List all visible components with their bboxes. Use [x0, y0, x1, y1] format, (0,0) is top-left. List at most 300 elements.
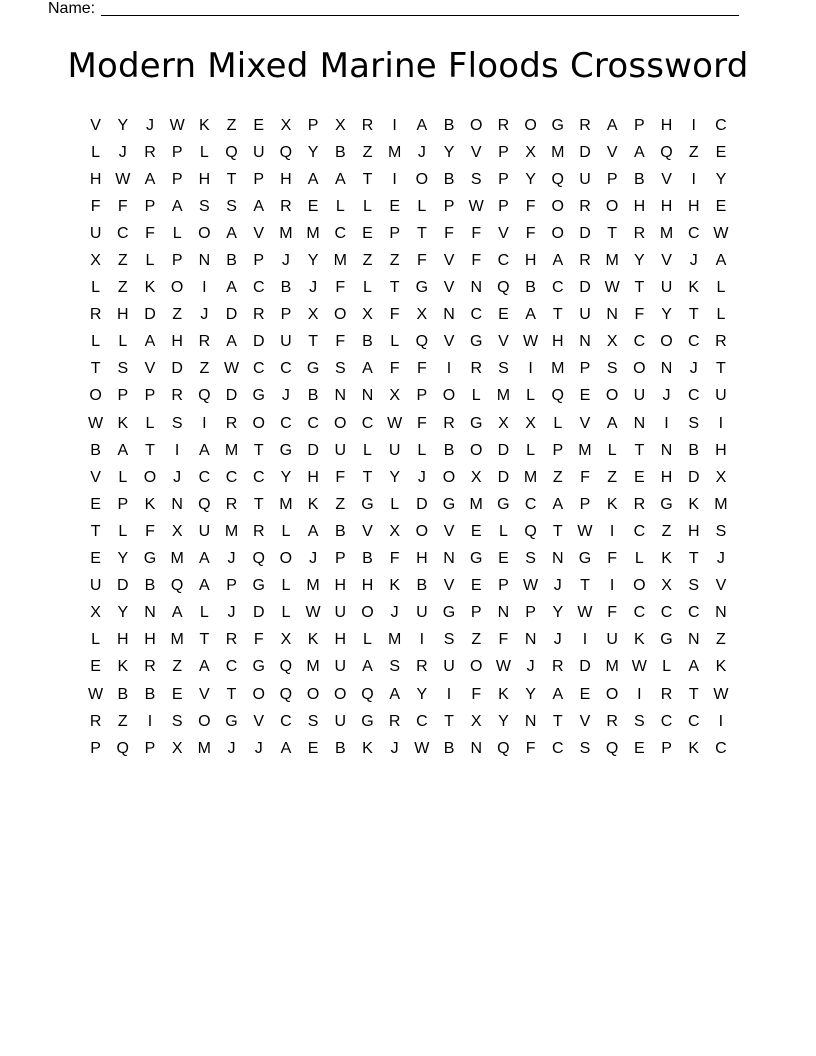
- grid-letter[interactable]: E: [634, 468, 645, 486]
- grid-letter[interactable]: G: [306, 360, 320, 378]
- grid-letter[interactable]: N: [361, 387, 374, 405]
- grid-letter[interactable]: G: [578, 550, 592, 568]
- grid-letter[interactable]: J: [227, 604, 236, 622]
- grid-letter[interactable]: X: [470, 468, 482, 486]
- grid-letter[interactable]: P: [470, 604, 482, 622]
- grid-letter[interactable]: L: [716, 279, 726, 297]
- grid-letter[interactable]: N: [443, 306, 455, 324]
- grid-letter[interactable]: T: [688, 550, 699, 568]
- grid-letter[interactable]: F: [525, 739, 536, 757]
- grid-letter[interactable]: Y: [552, 604, 564, 622]
- grid-letter[interactable]: G: [469, 550, 483, 568]
- grid-letter[interactable]: O: [170, 279, 184, 297]
- grid-letter[interactable]: R: [552, 658, 564, 676]
- grid-letter[interactable]: E: [715, 143, 727, 161]
- grid-letter[interactable]: U: [660, 279, 673, 297]
- grid-letter[interactable]: P: [498, 577, 509, 595]
- grid-letter[interactable]: U: [579, 306, 591, 324]
- grid-letter[interactable]: D: [252, 333, 265, 351]
- grid-letter[interactable]: O: [633, 577, 646, 595]
- grid-letter[interactable]: J: [227, 739, 236, 757]
- grid-letter[interactable]: G: [361, 495, 374, 513]
- grid-letter[interactable]: L: [526, 441, 536, 459]
- grid-letter[interactable]: Q: [497, 279, 510, 297]
- grid-letter[interactable]: Y: [117, 604, 129, 622]
- grid-letter[interactable]: D: [144, 306, 156, 324]
- grid-letter[interactable]: P: [307, 116, 319, 134]
- grid-letter[interactable]: V: [90, 468, 101, 486]
- grid-letter[interactable]: W: [713, 224, 729, 242]
- grid-letter[interactable]: R: [443, 414, 455, 432]
- grid-letter[interactable]: K: [688, 279, 700, 297]
- grid-letter[interactable]: H: [687, 522, 700, 540]
- grid-letter[interactable]: O: [143, 468, 157, 486]
- grid-letter[interactable]: I: [637, 685, 642, 703]
- grid-letter[interactable]: I: [446, 685, 452, 703]
- grid-letter[interactable]: K: [307, 495, 319, 513]
- grid-letter[interactable]: R: [361, 116, 374, 134]
- grid-letter[interactable]: M: [306, 658, 320, 676]
- grid-letter[interactable]: I: [528, 360, 533, 378]
- grid-letter[interactable]: P: [552, 441, 564, 459]
- grid-letter[interactable]: L: [118, 333, 128, 351]
- grid-letter[interactable]: I: [691, 170, 696, 188]
- grid-letter[interactable]: A: [199, 577, 210, 595]
- grid-letter[interactable]: W: [115, 170, 131, 188]
- grid-letter[interactable]: W: [223, 360, 240, 378]
- grid-letter[interactable]: V: [443, 279, 455, 297]
- grid-letter[interactable]: P: [117, 387, 129, 405]
- grid-letter[interactable]: Q: [415, 333, 429, 351]
- grid-letter[interactable]: C: [361, 414, 374, 432]
- grid-letter[interactable]: R: [225, 495, 238, 513]
- grid-letter[interactable]: F: [416, 252, 427, 270]
- grid-letter[interactable]: Y: [416, 685, 428, 703]
- grid-letter[interactable]: F: [607, 550, 618, 568]
- grid-letter[interactable]: Z: [688, 143, 699, 161]
- grid-letter[interactable]: A: [307, 170, 319, 188]
- grid-letter[interactable]: Z: [716, 631, 726, 649]
- grid-letter[interactable]: A: [144, 333, 156, 351]
- grid-letter[interactable]: T: [362, 468, 373, 486]
- grid-letter[interactable]: O: [605, 387, 619, 405]
- grid-letter[interactable]: O: [524, 116, 537, 134]
- grid-letter[interactable]: B: [226, 252, 237, 270]
- grid-letter[interactable]: D: [687, 468, 700, 486]
- grid-letter[interactable]: T: [688, 685, 699, 703]
- grid-letter[interactable]: C: [307, 414, 319, 432]
- grid-letter[interactable]: H: [117, 306, 129, 324]
- grid-letter[interactable]: L: [363, 279, 372, 297]
- grid-letter[interactable]: G: [143, 550, 157, 568]
- grid-letter[interactable]: F: [389, 360, 400, 378]
- grid-letter[interactable]: K: [144, 495, 156, 513]
- grid-letter[interactable]: N: [171, 495, 183, 513]
- grid-letter[interactable]: Q: [497, 739, 510, 757]
- grid-letter[interactable]: D: [225, 306, 238, 324]
- grid-letter[interactable]: B: [280, 279, 292, 297]
- grid-letter[interactable]: R: [144, 658, 156, 676]
- grid-letter[interactable]: N: [144, 604, 156, 622]
- grid-letter[interactable]: G: [660, 495, 673, 513]
- grid-letter[interactable]: P: [117, 495, 129, 513]
- grid-letter[interactable]: R: [579, 197, 591, 215]
- grid-letter[interactable]: M: [714, 495, 728, 513]
- grid-letter[interactable]: H: [687, 197, 700, 215]
- grid-letter[interactable]: Y: [498, 712, 509, 730]
- grid-letter[interactable]: V: [443, 522, 455, 540]
- grid-letter[interactable]: V: [715, 577, 727, 595]
- grid-letter[interactable]: M: [659, 224, 674, 242]
- grid-letter[interactable]: B: [144, 685, 156, 703]
- grid-letter[interactable]: Z: [335, 495, 346, 513]
- grid-letter[interactable]: B: [688, 441, 700, 459]
- grid-letter[interactable]: R: [579, 252, 591, 270]
- grid-letter[interactable]: P: [144, 197, 156, 215]
- grid-letter[interactable]: D: [117, 577, 129, 595]
- grid-letter[interactable]: A: [144, 170, 156, 188]
- grid-letter[interactable]: M: [469, 495, 483, 513]
- grid-letter[interactable]: Q: [551, 387, 564, 405]
- grid-letter[interactable]: D: [416, 495, 428, 513]
- grid-letter[interactable]: C: [198, 468, 211, 486]
- grid-letter[interactable]: T: [688, 306, 699, 324]
- grid-letter[interactable]: E: [307, 197, 319, 215]
- grid-letter[interactable]: J: [281, 252, 290, 270]
- grid-letter[interactable]: S: [634, 712, 645, 730]
- grid-letter[interactable]: V: [90, 116, 101, 134]
- grid-letter[interactable]: Y: [715, 170, 727, 188]
- grid-letter[interactable]: F: [90, 197, 101, 215]
- grid-letter[interactable]: R: [225, 631, 238, 649]
- grid-letter[interactable]: F: [634, 306, 645, 324]
- grid-letter[interactable]: B: [334, 522, 346, 540]
- grid-letter[interactable]: J: [145, 116, 154, 134]
- grid-letter[interactable]: S: [171, 414, 183, 432]
- grid-letter[interactable]: U: [280, 333, 292, 351]
- grid-letter[interactable]: K: [307, 631, 319, 649]
- grid-letter[interactable]: E: [579, 685, 591, 703]
- grid-letter[interactable]: P: [634, 116, 645, 134]
- grid-letter[interactable]: A: [715, 252, 727, 270]
- grid-letter[interactable]: L: [716, 306, 726, 324]
- grid-letter[interactable]: O: [551, 197, 564, 215]
- grid-letter[interactable]: N: [687, 631, 700, 649]
- grid-letter[interactable]: M: [551, 143, 565, 161]
- grid-letter[interactable]: Q: [279, 143, 293, 161]
- grid-letter[interactable]: N: [470, 279, 482, 297]
- grid-letter[interactable]: G: [469, 414, 483, 432]
- grid-letter[interactable]: Q: [660, 143, 673, 161]
- grid-letter[interactable]: U: [715, 387, 727, 405]
- grid-letter[interactable]: B: [443, 739, 455, 757]
- grid-letter[interactable]: L: [417, 441, 427, 459]
- grid-letter[interactable]: Z: [172, 658, 183, 676]
- grid-letter[interactable]: W: [577, 604, 593, 622]
- grid-letter[interactable]: K: [389, 577, 400, 595]
- grid-letter[interactable]: R: [470, 360, 482, 378]
- grid-letter[interactable]: R: [144, 143, 156, 161]
- grid-letter[interactable]: M: [306, 224, 320, 242]
- grid-letter[interactable]: Z: [661, 522, 672, 540]
- grid-letter[interactable]: C: [252, 360, 265, 378]
- grid-letter[interactable]: P: [606, 170, 618, 188]
- grid-letter[interactable]: F: [335, 333, 346, 351]
- grid-letter[interactable]: O: [415, 522, 429, 540]
- grid-letter[interactable]: I: [202, 279, 207, 297]
- grid-letter[interactable]: Q: [524, 522, 537, 540]
- grid-letter[interactable]: P: [525, 604, 536, 622]
- grid-letter[interactable]: T: [552, 522, 563, 540]
- grid-letter[interactable]: T: [444, 712, 454, 730]
- grid-letter[interactable]: C: [633, 333, 646, 351]
- grid-letter[interactable]: Y: [307, 143, 319, 161]
- grid-letter[interactable]: R: [89, 306, 102, 324]
- grid-letter[interactable]: Y: [117, 116, 129, 134]
- grid-letter[interactable]: V: [579, 414, 591, 432]
- grid-letter[interactable]: P: [498, 143, 509, 161]
- grid-letter[interactable]: E: [90, 658, 101, 676]
- grid-letter[interactable]: H: [633, 197, 646, 215]
- grid-letter[interactable]: V: [199, 685, 210, 703]
- grid-letter[interactable]: S: [606, 360, 618, 378]
- grid-letter[interactable]: G: [415, 279, 429, 297]
- grid-letter[interactable]: L: [91, 143, 101, 161]
- grid-letter[interactable]: K: [688, 495, 700, 513]
- grid-letter[interactable]: B: [90, 441, 101, 459]
- grid-letter[interactable]: Q: [551, 170, 564, 188]
- grid-letter[interactable]: E: [90, 495, 101, 513]
- grid-letter[interactable]: T: [389, 279, 400, 297]
- grid-letter[interactable]: O: [334, 414, 347, 432]
- grid-letter[interactable]: B: [525, 279, 536, 297]
- grid-letter[interactable]: V: [362, 522, 373, 540]
- grid-letter[interactable]: T: [416, 224, 427, 242]
- grid-letter[interactable]: T: [552, 306, 563, 324]
- grid-letter[interactable]: V: [470, 143, 482, 161]
- grid-letter[interactable]: I: [664, 414, 669, 432]
- grid-letter[interactable]: U: [89, 577, 102, 595]
- grid-letter[interactable]: Y: [307, 252, 319, 270]
- grid-letter[interactable]: B: [443, 170, 455, 188]
- grid-letter[interactable]: E: [90, 550, 101, 568]
- grid-letter[interactable]: J: [227, 550, 236, 568]
- grid-letter[interactable]: F: [389, 550, 400, 568]
- grid-letter[interactable]: W: [305, 604, 321, 622]
- grid-letter[interactable]: H: [307, 468, 319, 486]
- grid-letter[interactable]: L: [607, 441, 617, 459]
- grid-letter[interactable]: O: [415, 170, 429, 188]
- grid-letter[interactable]: C: [687, 712, 700, 730]
- grid-letter[interactable]: X: [90, 252, 101, 270]
- grid-letter[interactable]: E: [389, 197, 400, 215]
- grid-letter[interactable]: W: [495, 658, 511, 676]
- grid-letter[interactable]: L: [145, 252, 155, 270]
- grid-letter[interactable]: F: [335, 468, 346, 486]
- grid-letter[interactable]: O: [361, 604, 374, 622]
- grid-letter[interactable]: W: [169, 116, 185, 134]
- grid-letter[interactable]: I: [609, 522, 615, 540]
- grid-letter[interactable]: O: [605, 197, 619, 215]
- grid-letter[interactable]: C: [470, 306, 482, 324]
- grid-letter[interactable]: D: [579, 224, 591, 242]
- grid-letter[interactable]: U: [388, 441, 401, 459]
- grid-letter[interactable]: M: [605, 252, 619, 270]
- grid-letter[interactable]: D: [225, 387, 238, 405]
- grid-letter[interactable]: G: [252, 577, 265, 595]
- grid-letter[interactable]: F: [471, 252, 482, 270]
- grid-letter[interactable]: D: [171, 360, 183, 378]
- grid-letter[interactable]: J: [417, 143, 426, 161]
- grid-letter[interactable]: Q: [279, 658, 293, 676]
- grid-letter[interactable]: O: [334, 685, 347, 703]
- grid-letter[interactable]: F: [416, 414, 427, 432]
- grid-letter[interactable]: X: [90, 604, 101, 622]
- grid-letter[interactable]: J: [281, 387, 290, 405]
- grid-letter[interactable]: E: [715, 197, 727, 215]
- grid-letter[interactable]: T: [253, 495, 264, 513]
- grid-letter[interactable]: T: [634, 441, 645, 459]
- grid-letter[interactable]: S: [498, 360, 509, 378]
- grid-letter[interactable]: E: [579, 387, 591, 405]
- grid-letter[interactable]: I: [718, 414, 724, 432]
- grid-letter[interactable]: X: [389, 522, 400, 540]
- grid-letter[interactable]: I: [609, 577, 615, 595]
- grid-letter[interactable]: H: [660, 468, 673, 486]
- grid-letter[interactable]: L: [281, 577, 291, 595]
- grid-letter[interactable]: C: [687, 604, 700, 622]
- grid-letter[interactable]: E: [253, 116, 265, 134]
- grid-letter[interactable]: W: [88, 414, 104, 432]
- grid-letter[interactable]: T: [253, 441, 264, 459]
- grid-letter[interactable]: Q: [198, 387, 211, 405]
- grid-letter[interactable]: Z: [389, 252, 400, 270]
- grid-letter[interactable]: L: [91, 279, 101, 297]
- grid-letter[interactable]: F: [253, 631, 264, 649]
- grid-letter[interactable]: K: [117, 414, 129, 432]
- grid-letter[interactable]: A: [688, 658, 700, 676]
- grid-letter[interactable]: D: [307, 441, 319, 459]
- grid-letter[interactable]: I: [392, 170, 397, 188]
- grid-letter[interactable]: S: [688, 414, 700, 432]
- grid-letter[interactable]: X: [525, 414, 536, 432]
- grid-letter[interactable]: M: [224, 522, 239, 540]
- grid-letter[interactable]: K: [634, 631, 645, 649]
- grid-letter[interactable]: G: [469, 333, 483, 351]
- grid-letter[interactable]: J: [173, 468, 182, 486]
- grid-letter[interactable]: Q: [252, 550, 265, 568]
- grid-letter[interactable]: P: [579, 360, 591, 378]
- grid-letter[interactable]: V: [253, 712, 265, 730]
- grid-letter[interactable]: U: [334, 441, 347, 459]
- grid-letter[interactable]: M: [279, 224, 293, 242]
- grid-letter[interactable]: A: [362, 360, 373, 378]
- grid-letter[interactable]: L: [199, 604, 209, 622]
- grid-letter[interactable]: N: [334, 387, 347, 405]
- grid-letter[interactable]: W: [523, 577, 539, 595]
- grid-letter[interactable]: W: [468, 197, 484, 215]
- grid-letter[interactable]: R: [89, 712, 102, 730]
- grid-letter[interactable]: X: [307, 306, 319, 324]
- grid-letter[interactable]: O: [198, 224, 211, 242]
- grid-letter[interactable]: L: [91, 631, 101, 649]
- grid-letter[interactable]: G: [442, 495, 456, 513]
- grid-letter[interactable]: P: [443, 197, 455, 215]
- grid-letter[interactable]: S: [307, 712, 319, 730]
- grid-letter[interactable]: N: [715, 604, 727, 622]
- grid-letter[interactable]: T: [145, 441, 155, 459]
- grid-letter[interactable]: X: [334, 116, 346, 134]
- grid-letter[interactable]: R: [171, 387, 183, 405]
- grid-letter[interactable]: F: [335, 279, 346, 297]
- grid-letter[interactable]: T: [90, 522, 101, 540]
- grid-letter[interactable]: N: [633, 414, 646, 432]
- grid-letter[interactable]: B: [416, 577, 428, 595]
- grid-letter[interactable]: E: [171, 685, 183, 703]
- grid-letter[interactable]: S: [117, 360, 129, 378]
- grid-letter[interactable]: A: [226, 333, 237, 351]
- grid-letter[interactable]: G: [252, 387, 265, 405]
- grid-letter[interactable]: H: [524, 252, 537, 270]
- grid-letter[interactable]: N: [660, 360, 673, 378]
- grid-letter[interactable]: M: [523, 468, 538, 486]
- grid-letter[interactable]: L: [335, 197, 345, 215]
- grid-letter[interactable]: R: [633, 495, 646, 513]
- grid-letter[interactable]: O: [469, 658, 483, 676]
- grid-letter[interactable]: E: [470, 577, 482, 595]
- grid-letter[interactable]: A: [253, 197, 265, 215]
- grid-letter[interactable]: G: [497, 495, 510, 513]
- grid-letter[interactable]: L: [553, 414, 563, 432]
- grid-letter[interactable]: F: [607, 604, 618, 622]
- grid-letter[interactable]: C: [715, 739, 727, 757]
- grid-letter[interactable]: I: [147, 712, 153, 730]
- grid-letter[interactable]: F: [580, 468, 590, 486]
- grid-letter[interactable]: M: [170, 631, 184, 649]
- grid-letter[interactable]: V: [253, 224, 265, 242]
- grid-letter[interactable]: N: [606, 306, 618, 324]
- grid-letter[interactable]: N: [524, 631, 537, 649]
- grid-letter[interactable]: P: [253, 252, 265, 270]
- grid-letter[interactable]: X: [280, 116, 292, 134]
- grid-letter[interactable]: X: [525, 143, 536, 161]
- grid-letter[interactable]: X: [661, 577, 672, 595]
- grid-letter[interactable]: A: [199, 441, 210, 459]
- grid-letter[interactable]: C: [715, 116, 727, 134]
- grid-letter[interactable]: M: [224, 441, 239, 459]
- grid-letter[interactable]: A: [606, 116, 618, 134]
- grid-letter[interactable]: T: [580, 577, 590, 595]
- grid-letter[interactable]: Q: [225, 143, 238, 161]
- grid-letter[interactable]: A: [280, 739, 292, 757]
- grid-letter[interactable]: L: [91, 333, 101, 351]
- grid-letter[interactable]: B: [307, 387, 319, 405]
- grid-letter[interactable]: A: [334, 170, 346, 188]
- grid-letter[interactable]: E: [307, 739, 319, 757]
- grid-letter[interactable]: A: [226, 224, 237, 242]
- grid-letter[interactable]: T: [308, 333, 318, 351]
- grid-letter[interactable]: G: [551, 116, 564, 134]
- grid-letter[interactable]: K: [688, 739, 700, 757]
- grid-letter[interactable]: B: [443, 441, 455, 459]
- grid-letter[interactable]: H: [660, 197, 673, 215]
- grid-letter[interactable]: L: [662, 658, 671, 676]
- grid-letter[interactable]: C: [497, 252, 510, 270]
- grid-letter[interactable]: Z: [362, 143, 373, 161]
- grid-letter[interactable]: L: [390, 495, 400, 513]
- grid-letter[interactable]: P: [661, 739, 672, 757]
- grid-letter[interactable]: S: [470, 170, 482, 188]
